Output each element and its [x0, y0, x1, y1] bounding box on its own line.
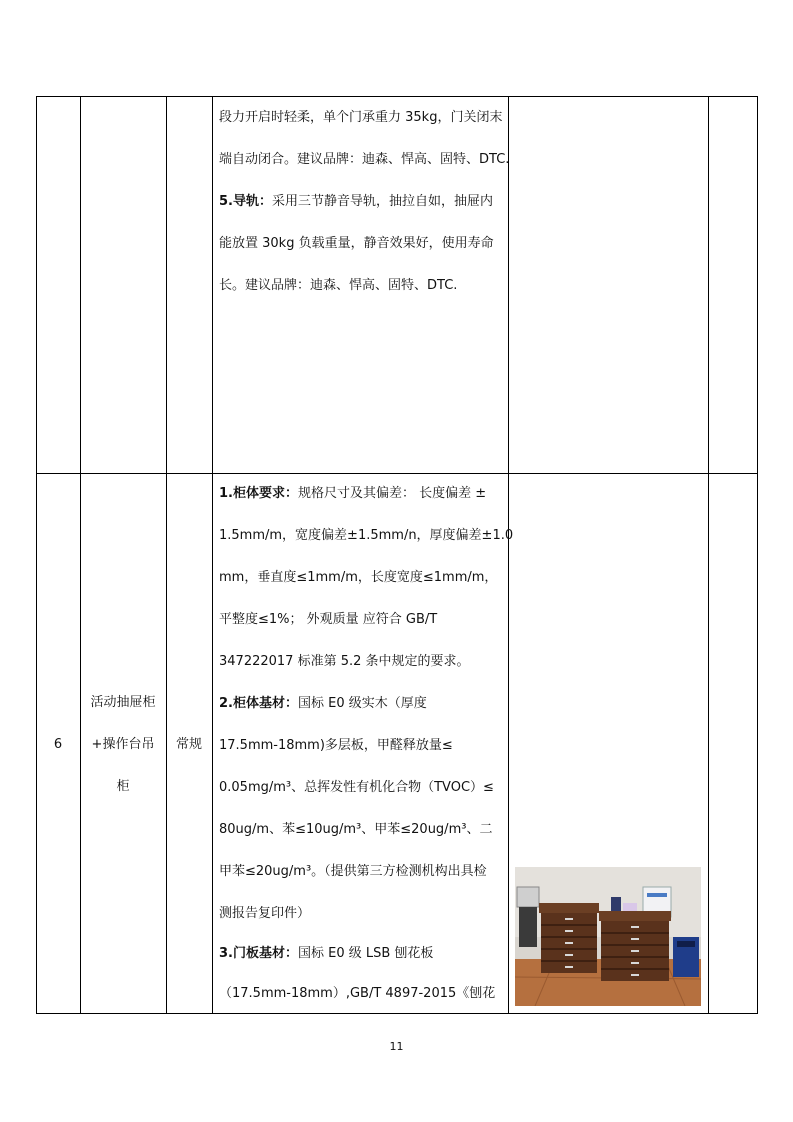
spec-heading: 5.导轨：	[219, 194, 272, 209]
spec-line: 3.门板基材：国标 E0 级 LSB 刨花板	[219, 946, 434, 961]
spec-line: 17.5mm-18mm)多层板，甲醛释放量≤	[219, 738, 453, 753]
spec-line: 段力开启时轻柔，单个门承重力 35kg，门关闭末	[219, 110, 503, 125]
page-number: 11	[389, 1040, 404, 1053]
spec-line: 1.5mm/m，宽度偏差±1.5mm/n，厚度偏差±1.0	[219, 528, 514, 543]
spec-heading: 2.柜体基材：	[219, 696, 298, 711]
spec-line: 2.柜体基材：国标 E0 级实木（厚度	[219, 696, 427, 711]
drawer-cabinet-photo	[515, 867, 701, 1006]
item-type: 常规	[175, 737, 202, 752]
spec-line: 长。建议品牌：迪森、悍高、固特、DTC.	[219, 278, 458, 293]
spec-line: 端自动闭合。建议品牌：迪森、悍高、固特、DTC.	[219, 152, 510, 167]
spec-line: mm，垂直度≤1mm/m，长度宽度≤1mm/m，	[219, 570, 498, 585]
spec-heading: 1.柜体要求：	[219, 486, 298, 501]
row-number: 6	[53, 737, 63, 752]
table-border-left	[36, 96, 37, 1014]
spec-line: 测报告复印件）	[219, 906, 311, 921]
spec-line: 平整度≤1%； 外观质量 应符合 GB/T	[219, 612, 438, 627]
spec-heading: 3.门板基材：	[219, 946, 298, 961]
table-border-right	[757, 96, 758, 1014]
spec-line: 1.柜体要求：规格尺寸及其偏差： 长度偏差 ±	[219, 486, 487, 501]
table-col-divider-2	[166, 96, 167, 1014]
item-name-line: 活动抽屉柜	[90, 695, 156, 710]
item-name-line: 柜	[116, 779, 130, 794]
spec-line: 0.05mg/m³、总挥发性有机化合物（TVOC）≤	[219, 780, 494, 795]
spec-line: 347222017 标准第 5.2 条中规定的要求。	[219, 654, 470, 669]
table-col-divider-5	[708, 96, 709, 1014]
item-name-line: +操作台吊	[91, 737, 155, 752]
spec-line: 80ug/m、苯≤10ug/m³、甲苯≤20ug/m³、二	[219, 822, 493, 837]
table-col-divider-1	[80, 96, 81, 1014]
spec-line: 5.导轨：采用三节静音导轨，抽拉自如，抽屉内	[219, 194, 493, 209]
spec-line: 甲苯≤20ug/m³。（提供第三方检测机构出具检	[219, 864, 487, 879]
table-col-divider-3	[212, 96, 213, 1014]
spec-line: （17.5mm-18mm）,GB/T 4897-2015《刨花	[219, 986, 496, 1001]
spec-line: 能放置 30kg 负载重量，静音效果好，使用寿命	[219, 236, 494, 251]
